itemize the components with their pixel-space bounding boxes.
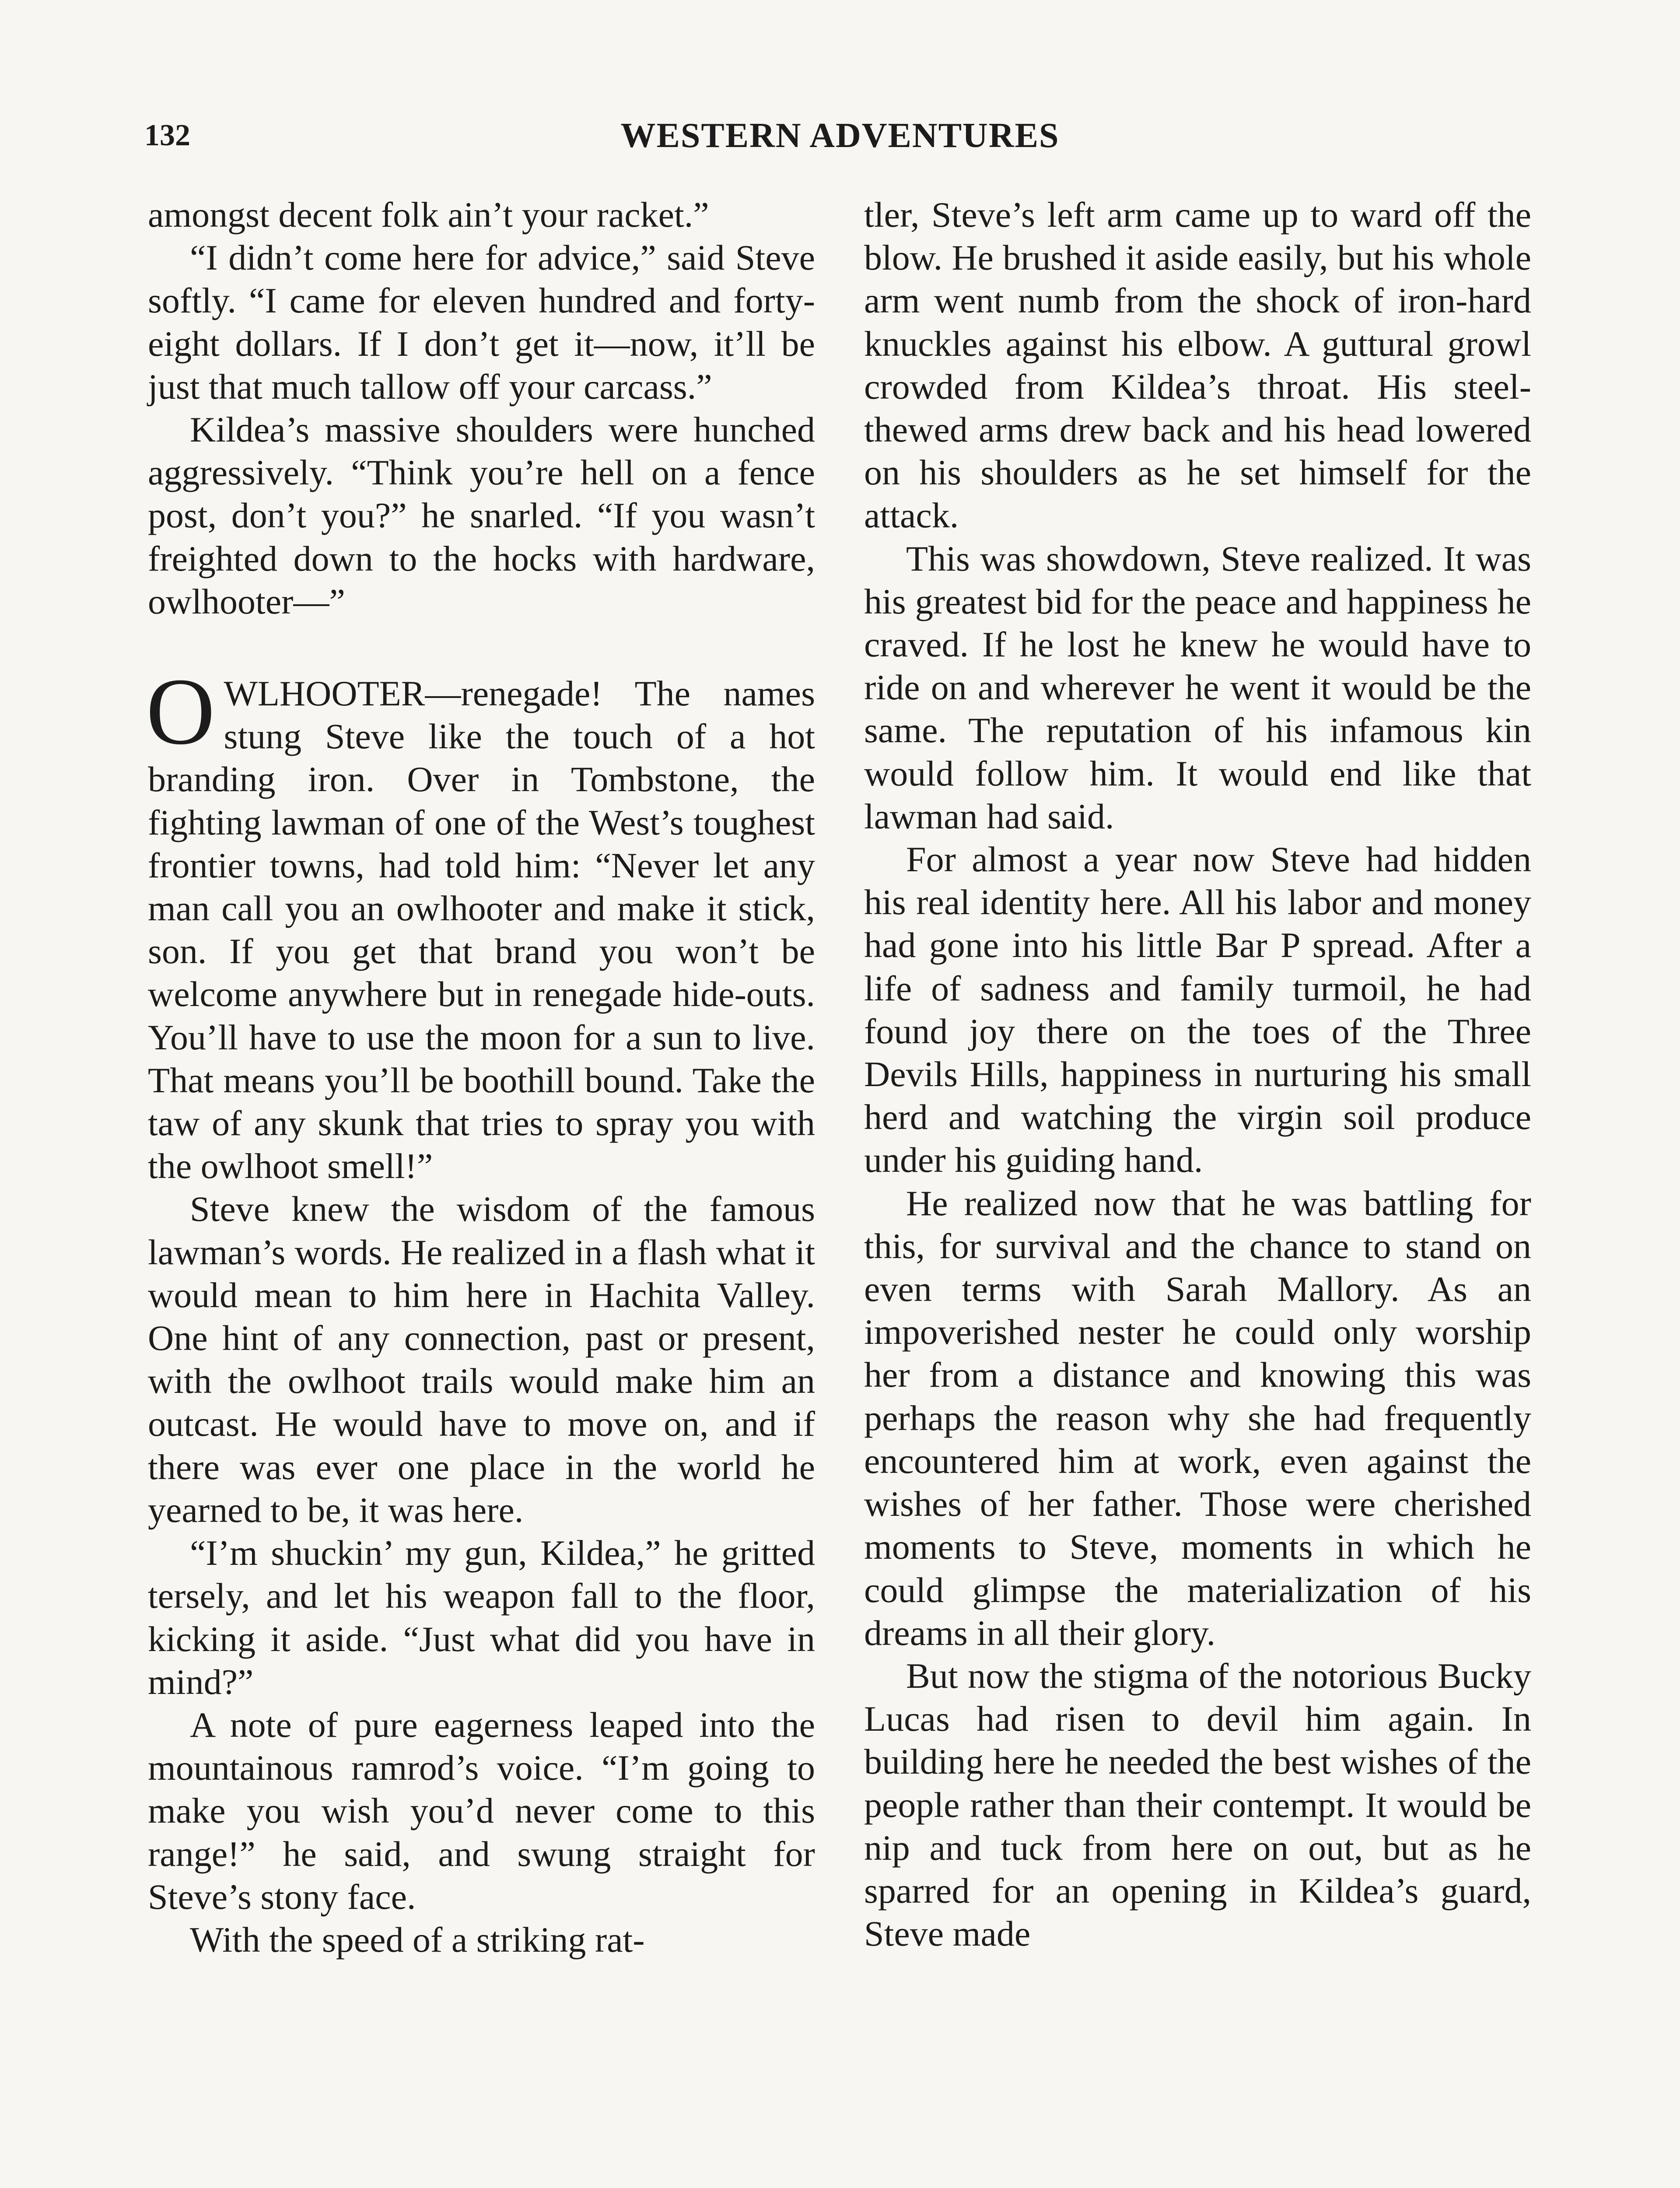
paragraph: Kildea’s massive shoulders were hunched aggressively. “Think you’re hell on a fence post, don’t you?” he snarled. “If you wasn’t freighted down to the hocks with hardware, owlhooter—” [148,410,815,621]
paragraph: But now the stigma of the notorious Bucky Lucas had risen to devil him again. In building here he needed the best wishes of the people rather than their contempt. It would be nip and tuck from here on out, but as he sparred for an opening in Kildea’s guard, Steve made [864,1655,1531,1954]
left-column [148,193,815,1961]
page-number: 132 [144,119,190,152]
paragraph: tler, Steve’s left arm came up to ward off the blow. He brushed it aside easily, but his whole arm went numb from the shock of iron-hard knuckles against his elbow. A guttural growl crowded from Kildea’s throat. His steel-thewed arms drew back and his head lowered on his shoulders as he set himself for the attack. [864,195,1531,536]
paragraph: With the speed of a striking rat- [190,1919,645,1960]
paragraph: This was showdown, Steve realized. It was his greatest bid for the peace and happiness he craved. If he lost he knew he would have to ride on and wherever he went it would be the same. The reputation of his infamous kin would follow him. It would end like that lawman had said. [864,538,1531,836]
paragraph: For almost a year now Steve had hidden his real identity here. All his labor and money had gone into his little Bar P spread. After a life of sadness and family turmoil, he had found joy there on the toes of the Three Devils Hills, happiness in nurturing his small herd and watching the virgin soil produce under his guiding hand. [864,839,1531,1180]
running-title: WESTERN ADVENTURES [620,116,1060,155]
paragraph-text: WLHOOTER—renegade! The names stung Steve like the touch of a hot branding iron. Over in Tombstone, the fighting lawman of one of the West’s toughest frontier towns, had told him: “Never let any man call you an owlhooter and make it stick, son. If you get that brand you won’t be welcome anywhere but in renegade hide-outs. You’ll have to use the moon for a sun to live. That means you’ll be boothill bound. Take the taw of any skunk that tries to spray you with the owlhoot smell!” [148,673,815,1186]
paragraph: amongst decent folk ain’t your racket.” [148,195,709,235]
paragraph: Steve knew the wisdom of the famous lawman’s words. He realized in a flash what it would mean to him here in Hachita Valley. One hint of any connection, past or present, with the owlhoot trails would make him an outcast. He would have to move on, and if there was ever one place in the world he yearned to be, it was here. [148,1189,815,1530]
paragraph: He realized now that he was battling for this, for survival and the chance to stand on even terms with Sarah Mallory. As an impoverished nester he could only worship her from a distance and knowing this was perhaps the reason why she had frequently encountered him at work, even against the wishes of her father. Those were cherished moments to Steve, moments in which he could glimpse the materialization of his dreams in all their glory. [864,1183,1531,1653]
paragraph: “I’m shuckin’ my gun, Kildea,” he gritted tersely, and let his weapon fall to the floor, kicking it aside. “Just what did you have in mind?” [148,1533,815,1702]
paragraph: A note of pure eagerness leaped into the mountainous ramrod’s voice. “I’m going to make you wish you’d never come to this range!” he said, and swung straight for Steve’s stony face. [148,1704,815,1917]
drop-cap: O [146,659,215,765]
page-header [144,112,1536,160]
paragraph: “I didn’t come here for advice,” said Steve softly. “I came for eleven hundred and forty-eight dollars. If I don’t get it—now, it’ll be just that much tallow off your carcass.” [148,238,815,407]
section-paragraph [146,659,815,1188]
right-column [864,193,1531,1955]
